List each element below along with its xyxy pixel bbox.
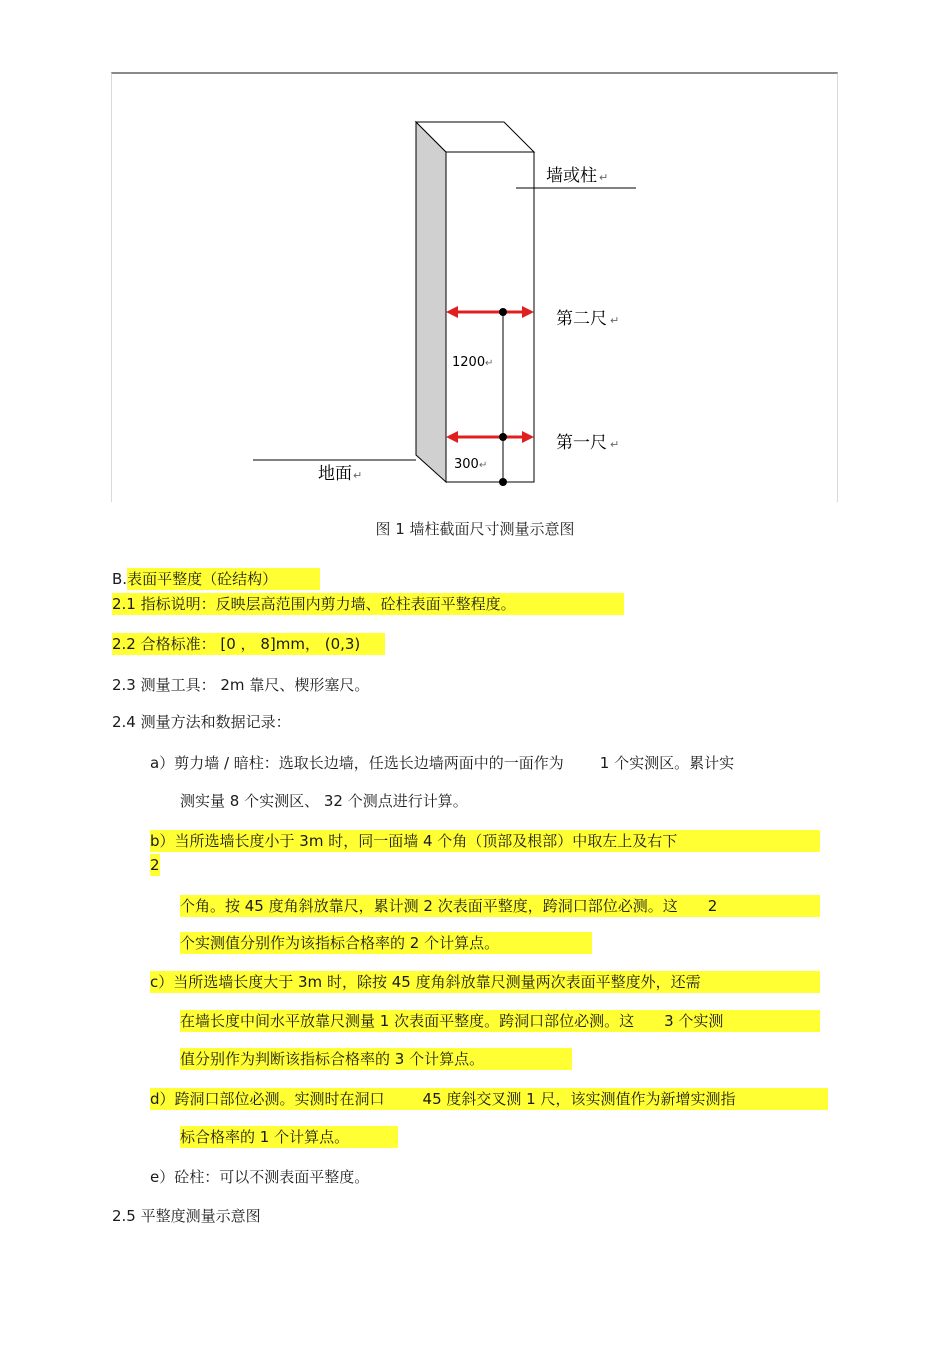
label-300: 300 xyxy=(454,457,479,472)
item-2-5: 2.5 平整度测量示意图 xyxy=(112,1207,261,1225)
figure-caption: 图 1 墙柱截面尺寸测量示意图 xyxy=(375,520,575,538)
wall-column-diagram xyxy=(0,0,950,520)
label-1200: 1200 xyxy=(452,355,486,370)
dot-second xyxy=(499,308,507,316)
svg-text:↵: ↵ xyxy=(485,358,494,369)
para-d-line1: d）跨洞口部位必测。实测时在洞口 45 度斜交叉测 1 尺，该实测值作为新增实测指 xyxy=(150,1088,828,1110)
para-d-line2: 标合格率的 1 个计算点。 xyxy=(180,1126,398,1148)
label-wall: 墙或柱 xyxy=(546,166,597,186)
item-2-3: 2.3 测量工具： 2m 靠尺、楔形塞尺。 xyxy=(112,676,370,694)
para-c-line2: 在墙长度中间水平放靠尺测量 1 次表面平整度。跨洞口部位必测。这 3 个实测 xyxy=(180,1010,820,1032)
section-b-prefix: B. xyxy=(112,570,128,588)
svg-text:↵: ↵ xyxy=(599,171,609,184)
item-2-1: 2.1 指标说明：反映层高范围内剪力墙、砼柱表面平整程度。 xyxy=(112,593,624,615)
label-second: 第二尺 xyxy=(556,309,607,329)
svg-text:↵: ↵ xyxy=(610,438,620,451)
svg-text:↵: ↵ xyxy=(610,314,620,327)
para-a-line2: 测实量 8 个实测区、 32 个测点进行计算。 xyxy=(180,792,468,810)
svg-text:↵: ↵ xyxy=(479,460,488,471)
para-b-line3: 个角。按 45 度角斜放靠尺，累计测 2 次表面平整度，跨洞口部位必测。这 2 xyxy=(180,895,820,917)
para-c-line1: c）当所选墙长度大于 3m 时，除按 45 度角斜放靠尺测量两次表面平整度外，还需 xyxy=(150,971,820,993)
item-2-2: 2.2 合格标准： [0 ， 8]mm， (0,3) xyxy=(112,633,385,655)
label-first: 第一尺 xyxy=(556,433,607,453)
svg-text:↵: ↵ xyxy=(353,469,363,482)
para-a-line1: a）剪力墙 / 暗柱：选取长边墙，任选长边墙两面中的一面作为 1 个实测区。累计实 xyxy=(150,754,735,772)
para-b-line2: 2 xyxy=(150,856,160,874)
wall-side-face xyxy=(416,122,446,482)
dot-ground xyxy=(499,478,507,486)
section-b-title: 表面平整度（砼结构） xyxy=(127,568,320,590)
item-2-4: 2.4 测量方法和数据记录： xyxy=(112,713,291,731)
para-e-line1: e）砼柱：可以不测表面平整度。 xyxy=(150,1168,370,1186)
para-c-line3: 值分别作为判断该指标合格率的 3 个计算点。 xyxy=(180,1048,572,1070)
para-b-line4: 个实测值分别作为该指标合格率的 2 个计算点。 xyxy=(180,932,592,954)
para-b-line1: b）当所选墙长度小于 3m 时，同一面墙 4 个角（顶部及根部）中取左上及右下 xyxy=(150,830,820,852)
section-b-heading xyxy=(112,568,320,590)
dot-first xyxy=(499,433,507,441)
label-ground: 地面 xyxy=(318,464,352,484)
wall-front-face xyxy=(446,152,534,482)
